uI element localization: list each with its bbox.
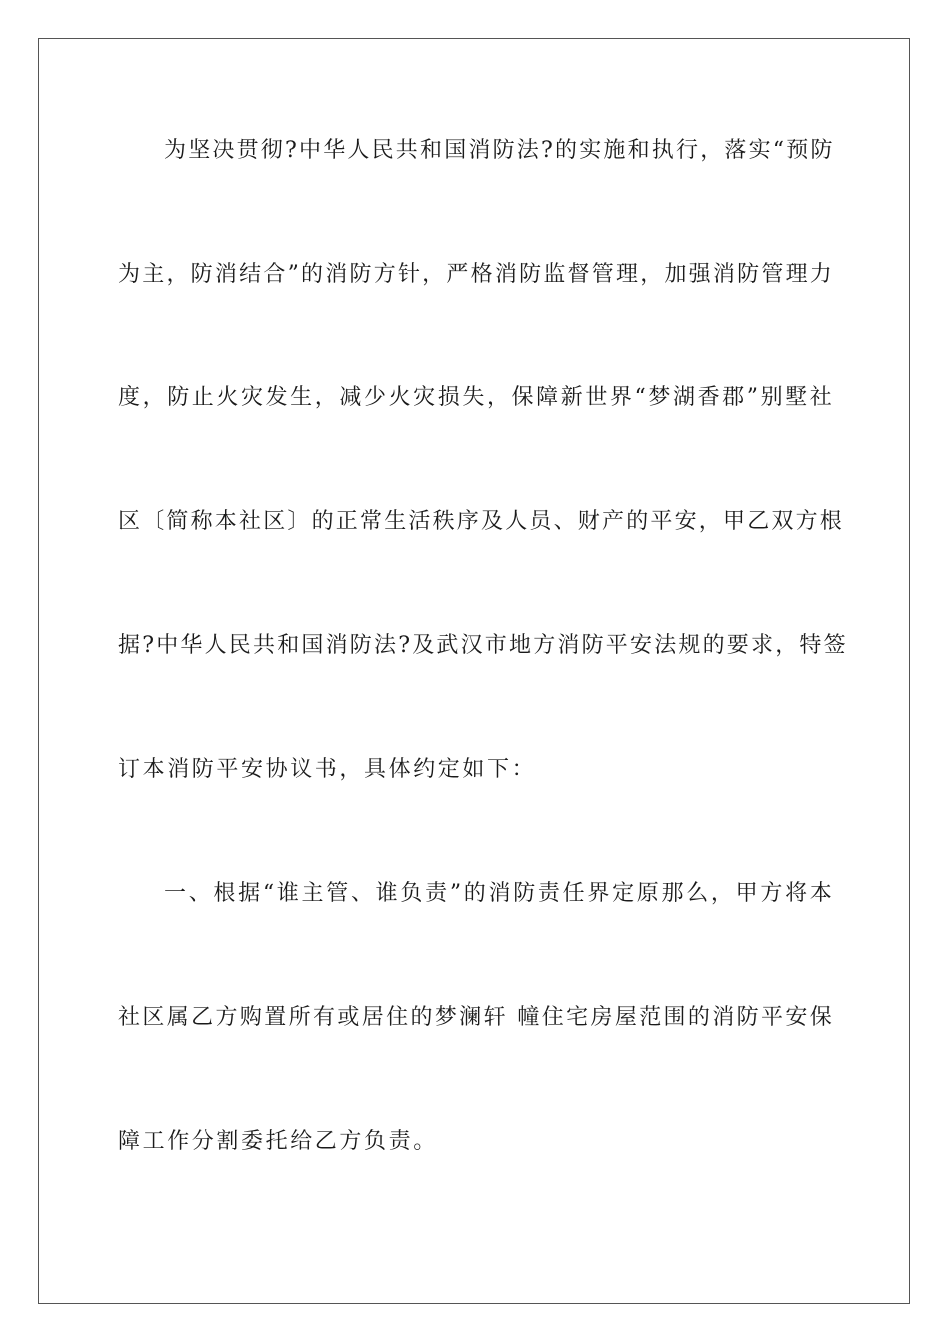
page-border <box>38 38 910 1304</box>
paragraph-1-line-1: 为坚决贯彻?中华人民共和国消防法?的实施和执行，落实“预防 <box>164 138 835 163</box>
paragraph-1-line-2: 为主，防消结合”的消防方针，严格消防监督管理，加强消防管理力 <box>118 262 834 287</box>
paragraph-1-line-3: 度，防止火灾发生，减少火灾损失，保障新世界“梦湖香郡”别墅社 <box>118 385 834 410</box>
paragraph-1-line-4: 区〔简称本社区〕的正常生活秩序及人员、财产的平安，甲乙双方根 <box>118 509 845 534</box>
paragraph-1-line-6: 订本消防平安协议书，具体约定如下： <box>118 757 537 782</box>
paragraph-2-line-2: 社区属乙方购置所有或居住的梦澜轩 幢住宅房屋范围的消防平安保 <box>118 1005 834 1030</box>
paragraph-2-line-1: 一、根据“谁主管、谁负责”的消防责任界定原那么，甲方将本 <box>164 881 834 906</box>
paragraph-2-line-3: 障工作分割委托给乙方负责。 <box>118 1129 438 1154</box>
paragraph-1-line-5: 据?中华人民共和国消防法?及武汉市地方消防平安法规的要求，特签 <box>118 633 848 658</box>
